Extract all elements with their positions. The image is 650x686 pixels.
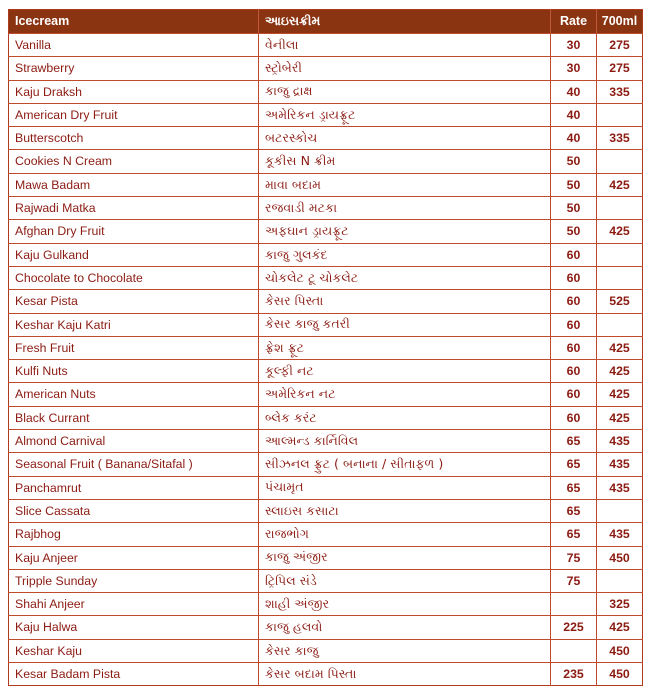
- table-row: [9, 616, 643, 639]
- cell-rate: 30: [551, 57, 597, 80]
- table-row: [9, 360, 643, 383]
- cell-name-gu: માવા બદામ: [259, 173, 551, 196]
- table-row: [9, 593, 643, 616]
- cell-name-gu: સ્ટ્રોબેરી: [259, 57, 551, 80]
- cell-name-en: Black Currant: [9, 406, 259, 429]
- cell-name-gu: વેનીલા: [259, 34, 551, 57]
- cell-rate: 40: [551, 103, 597, 126]
- cell-name-en: Mawa Badam: [9, 173, 259, 196]
- cell-volume: 425: [597, 383, 643, 406]
- table-row: [9, 476, 643, 499]
- cell-volume: [597, 313, 643, 336]
- cell-name-gu: સીઝનલ ફ્રુટ ( બનાના / સીતાફળ ): [259, 453, 551, 476]
- cell-rate: 50: [551, 220, 597, 243]
- cell-rate: 60: [551, 336, 597, 359]
- cell-volume: 525: [597, 290, 643, 313]
- cell-volume: [597, 266, 643, 289]
- table-row: [9, 34, 643, 57]
- cell-name-en: Kulfi Nuts: [9, 360, 259, 383]
- cell-volume: 435: [597, 430, 643, 453]
- cell-name-gu: બ્લેક કરંટ: [259, 406, 551, 429]
- column-header-name-gu: આઇસક્રીમ: [259, 10, 551, 34]
- cell-name-gu: અફઘાન ડ્રાયફ્રૂટ: [259, 220, 551, 243]
- table-header: [9, 10, 643, 34]
- cell-rate: 225: [551, 616, 597, 639]
- cell-name-gu: આલ્મન્ડ કાર્નિવિલ: [259, 430, 551, 453]
- cell-name-gu: કૂકીસ N ક્રીમ: [259, 150, 551, 173]
- cell-volume: [597, 150, 643, 173]
- icecream-price-table-container: [8, 9, 642, 686]
- cell-volume: 435: [597, 476, 643, 499]
- cell-name-gu: ટ્રિપિલ સંડે: [259, 569, 551, 592]
- table-row: [9, 243, 643, 266]
- table-row: [9, 197, 643, 220]
- cell-name-en: Panchamrut: [9, 476, 259, 499]
- cell-volume: 450: [597, 639, 643, 662]
- cell-rate: 65: [551, 430, 597, 453]
- cell-name-en: Afghan Dry Fruit: [9, 220, 259, 243]
- icecream-price-table: [8, 9, 643, 686]
- cell-rate: 65: [551, 453, 597, 476]
- cell-name-en: Kaju Draksh: [9, 80, 259, 103]
- cell-name-en: American Dry Fruit: [9, 103, 259, 126]
- cell-rate: 30: [551, 34, 597, 57]
- table-row: [9, 290, 643, 313]
- cell-name-gu: કેસર કાજુ કતરી: [259, 313, 551, 336]
- table-row: [9, 523, 643, 546]
- cell-volume: [597, 103, 643, 126]
- table-row: [9, 220, 643, 243]
- cell-rate: 50: [551, 173, 597, 196]
- table-row: [9, 266, 643, 289]
- cell-rate: 50: [551, 197, 597, 220]
- cell-name-gu: શાહી અંજીર: [259, 593, 551, 616]
- table-row: [9, 499, 643, 522]
- column-header-name-en: Icecream: [9, 10, 259, 34]
- cell-rate: 60: [551, 290, 597, 313]
- table-row: [9, 639, 643, 662]
- table-row: [9, 383, 643, 406]
- cell-volume: 275: [597, 57, 643, 80]
- cell-volume: 435: [597, 523, 643, 546]
- cell-rate: 65: [551, 499, 597, 522]
- table-row: [9, 663, 643, 686]
- cell-name-en: American Nuts: [9, 383, 259, 406]
- cell-name-gu: ચોકલેટ ટૂ ચોકલેટ: [259, 266, 551, 289]
- cell-name-en: Kesar Pista: [9, 290, 259, 313]
- cell-name-en: Tripple Sunday: [9, 569, 259, 592]
- cell-volume: 425: [597, 406, 643, 429]
- table-row: [9, 336, 643, 359]
- table-row: [9, 569, 643, 592]
- cell-volume: 425: [597, 220, 643, 243]
- cell-volume: 335: [597, 127, 643, 150]
- cell-rate: 60: [551, 406, 597, 429]
- cell-rate: [551, 639, 597, 662]
- cell-name-gu: કેસર બદામ પિસ્તા: [259, 663, 551, 686]
- cell-rate: [551, 593, 597, 616]
- table-body: [9, 34, 643, 686]
- cell-name-gu: અમેરિકન ડ્રાયફ્રૂટ: [259, 103, 551, 126]
- column-header-rate: Rate: [551, 10, 597, 34]
- cell-name-en: Vanilla: [9, 34, 259, 57]
- cell-name-gu: કાજુ અંજીર: [259, 546, 551, 569]
- cell-volume: 435: [597, 453, 643, 476]
- cell-name-en: Kesar Badam Pista: [9, 663, 259, 686]
- cell-name-gu: પંચામૃત: [259, 476, 551, 499]
- cell-volume: [597, 197, 643, 220]
- table-row: [9, 80, 643, 103]
- cell-name-en: Slice Cassata: [9, 499, 259, 522]
- cell-rate: 60: [551, 266, 597, 289]
- cell-rate: 235: [551, 663, 597, 686]
- column-header-volume: 700ml: [597, 10, 643, 34]
- cell-rate: 65: [551, 523, 597, 546]
- cell-rate: 60: [551, 313, 597, 336]
- table-row: [9, 57, 643, 80]
- cell-volume: [597, 243, 643, 266]
- cell-name-gu: કેસર પિસ્તા: [259, 290, 551, 313]
- cell-name-gu: બટરસ્કોચ: [259, 127, 551, 150]
- cell-rate: 50: [551, 150, 597, 173]
- cell-name-en: Kaju Halwa: [9, 616, 259, 639]
- table-row: [9, 546, 643, 569]
- table-row: [9, 406, 643, 429]
- table-row: [9, 313, 643, 336]
- cell-rate: 65: [551, 476, 597, 499]
- cell-name-en: Fresh Fruit: [9, 336, 259, 359]
- cell-name-en: Cookies N Cream: [9, 150, 259, 173]
- cell-name-gu: કાજુ હલવો: [259, 616, 551, 639]
- table-row: [9, 173, 643, 196]
- cell-name-en: Butterscotch: [9, 127, 259, 150]
- cell-name-gu: કાજુ ગુલકંદ: [259, 243, 551, 266]
- cell-volume: 450: [597, 546, 643, 569]
- cell-name-gu: ફ્રેશ ફ્રૂટ: [259, 336, 551, 359]
- cell-rate: 60: [551, 383, 597, 406]
- cell-volume: 325: [597, 593, 643, 616]
- cell-name-en: Rajbhog: [9, 523, 259, 546]
- cell-name-en: Keshar Kaju Katri: [9, 313, 259, 336]
- cell-volume: 450: [597, 663, 643, 686]
- cell-name-gu: કાજુ દ્રાક્ષ: [259, 80, 551, 103]
- cell-volume: 275: [597, 34, 643, 57]
- header-row: [9, 10, 643, 34]
- cell-volume: 425: [597, 616, 643, 639]
- cell-rate: 60: [551, 360, 597, 383]
- table-row: [9, 430, 643, 453]
- cell-name-gu: સ્લાઇસ કસાટા: [259, 499, 551, 522]
- cell-rate: 40: [551, 127, 597, 150]
- cell-name-en: Shahi Anjeer: [9, 593, 259, 616]
- cell-name-gu: રાજભોગ: [259, 523, 551, 546]
- table-row: [9, 453, 643, 476]
- cell-rate: 75: [551, 569, 597, 592]
- cell-name-en: Kaju Gulkand: [9, 243, 259, 266]
- cell-volume: [597, 499, 643, 522]
- cell-volume: [597, 569, 643, 592]
- cell-name-gu: રજવાડી મટકા: [259, 197, 551, 220]
- cell-name-gu: કૂલ્ફી નટ: [259, 360, 551, 383]
- cell-volume: 425: [597, 173, 643, 196]
- table-row: [9, 103, 643, 126]
- table-row: [9, 150, 643, 173]
- cell-name-en: Keshar Kaju: [9, 639, 259, 662]
- cell-rate: 60: [551, 243, 597, 266]
- table-row: [9, 127, 643, 150]
- cell-name-gu: કેસર કાજુ: [259, 639, 551, 662]
- cell-name-en: Almond Carnival: [9, 430, 259, 453]
- cell-name-gu: અમેરિકન નટ: [259, 383, 551, 406]
- cell-name-en: Rajwadi Matka: [9, 197, 259, 220]
- cell-rate: 75: [551, 546, 597, 569]
- cell-name-en: Strawberry: [9, 57, 259, 80]
- cell-name-en: Kaju Anjeer: [9, 546, 259, 569]
- cell-volume: 425: [597, 336, 643, 359]
- cell-volume: 335: [597, 80, 643, 103]
- cell-rate: 40: [551, 80, 597, 103]
- cell-volume: 425: [597, 360, 643, 383]
- cell-name-en: Chocolate to Chocolate: [9, 266, 259, 289]
- cell-name-en: Seasonal Fruit ( Banana/Sitafal ): [9, 453, 259, 476]
